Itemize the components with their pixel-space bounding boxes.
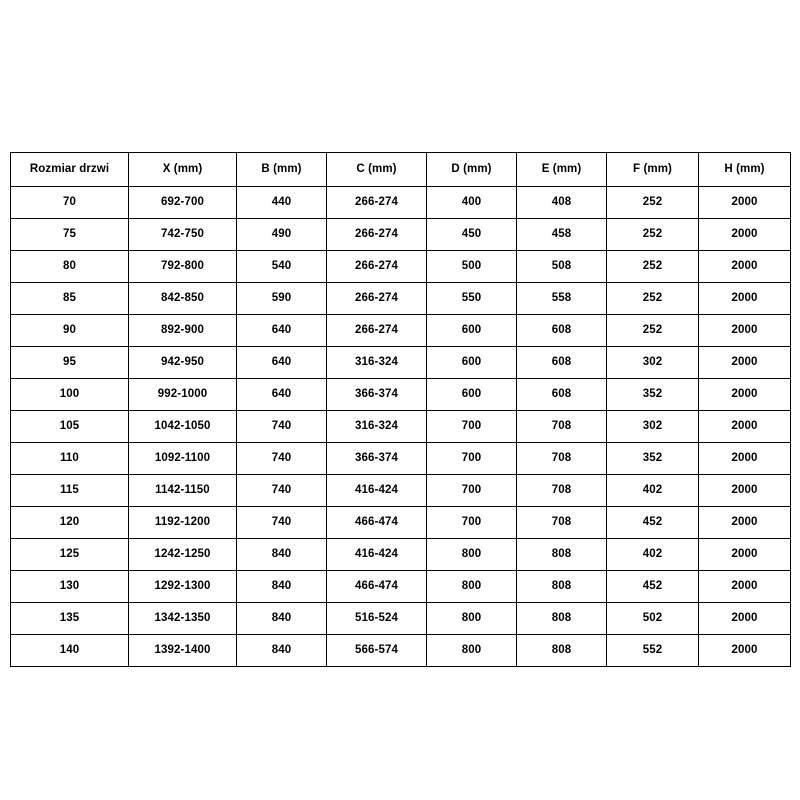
cell-size: 115: [11, 475, 129, 507]
cell-h: 2000: [699, 251, 791, 283]
cell-f: 302: [607, 411, 699, 443]
cell-d: 800: [427, 603, 517, 635]
cell-e: 808: [517, 571, 607, 603]
column-header-c: C (mm): [327, 153, 427, 187]
cell-x: 1142-1150: [129, 475, 237, 507]
cell-x: 992-1000: [129, 379, 237, 411]
cell-c: 266-274: [327, 315, 427, 347]
table-row: [11, 187, 791, 219]
table-row: [11, 411, 791, 443]
table-header: [11, 153, 791, 187]
cell-size: 120: [11, 507, 129, 539]
cell-b: 640: [237, 347, 327, 379]
cell-h: 2000: [699, 347, 791, 379]
cell-size: 70: [11, 187, 129, 219]
cell-c: 366-374: [327, 379, 427, 411]
cell-f: 502: [607, 603, 699, 635]
cell-c: 266-274: [327, 251, 427, 283]
cell-c: 466-474: [327, 571, 427, 603]
column-header-d: D (mm): [427, 153, 517, 187]
cell-b: 740: [237, 507, 327, 539]
cell-c: 416-424: [327, 475, 427, 507]
cell-c: 266-274: [327, 219, 427, 251]
cell-x: 842-850: [129, 283, 237, 315]
cell-h: 2000: [699, 283, 791, 315]
table-row: [11, 315, 791, 347]
cell-x: 1392-1400: [129, 635, 237, 667]
cell-f: 352: [607, 379, 699, 411]
cell-size: 75: [11, 219, 129, 251]
cell-h: 2000: [699, 219, 791, 251]
cell-size: 125: [11, 539, 129, 571]
cell-h: 2000: [699, 475, 791, 507]
cell-c: 416-424: [327, 539, 427, 571]
cell-c: 366-374: [327, 443, 427, 475]
cell-d: 800: [427, 571, 517, 603]
cell-c: 266-274: [327, 283, 427, 315]
cell-size: 135: [11, 603, 129, 635]
cell-b: 740: [237, 475, 327, 507]
cell-f: 552: [607, 635, 699, 667]
cell-f: 352: [607, 443, 699, 475]
cell-f: 252: [607, 251, 699, 283]
cell-x: 692-700: [129, 187, 237, 219]
door-size-table: [10, 152, 791, 667]
table-header-row: [11, 153, 791, 187]
cell-h: 2000: [699, 603, 791, 635]
cell-x: 792-800: [129, 251, 237, 283]
cell-b: 740: [237, 411, 327, 443]
column-header-e: E (mm): [517, 153, 607, 187]
cell-b: 840: [237, 539, 327, 571]
cell-size: 140: [11, 635, 129, 667]
cell-c: 566-574: [327, 635, 427, 667]
table-row: [11, 603, 791, 635]
table-row: [11, 347, 791, 379]
cell-e: 708: [517, 443, 607, 475]
table-row: [11, 507, 791, 539]
cell-d: 500: [427, 251, 517, 283]
cell-b: 840: [237, 603, 327, 635]
cell-d: 600: [427, 347, 517, 379]
cell-size: 100: [11, 379, 129, 411]
table-row: [11, 475, 791, 507]
cell-f: 452: [607, 571, 699, 603]
cell-size: 85: [11, 283, 129, 315]
cell-f: 302: [607, 347, 699, 379]
cell-size: 95: [11, 347, 129, 379]
table-body: [11, 187, 791, 667]
table-row: [11, 283, 791, 315]
cell-h: 2000: [699, 571, 791, 603]
cell-b: 590: [237, 283, 327, 315]
cell-e: 408: [517, 187, 607, 219]
cell-x: 942-950: [129, 347, 237, 379]
cell-d: 700: [427, 443, 517, 475]
cell-h: 2000: [699, 443, 791, 475]
column-header-rozmiar-drzwi: Rozmiar drzwi: [11, 153, 129, 187]
cell-c: 516-524: [327, 603, 427, 635]
table-row: [11, 443, 791, 475]
cell-b: 840: [237, 571, 327, 603]
cell-h: 2000: [699, 411, 791, 443]
cell-b: 540: [237, 251, 327, 283]
cell-d: 700: [427, 475, 517, 507]
cell-c: 466-474: [327, 507, 427, 539]
cell-d: 600: [427, 379, 517, 411]
cell-size: 130: [11, 571, 129, 603]
cell-e: 808: [517, 635, 607, 667]
table-row: [11, 219, 791, 251]
cell-f: 452: [607, 507, 699, 539]
cell-d: 450: [427, 219, 517, 251]
cell-d: 800: [427, 635, 517, 667]
cell-size: 80: [11, 251, 129, 283]
cell-size: 90: [11, 315, 129, 347]
cell-e: 608: [517, 347, 607, 379]
cell-h: 2000: [699, 379, 791, 411]
cell-b: 640: [237, 379, 327, 411]
cell-b: 440: [237, 187, 327, 219]
cell-d: 600: [427, 315, 517, 347]
cell-f: 252: [607, 283, 699, 315]
column-header-x: X (mm): [129, 153, 237, 187]
cell-x: 742-750: [129, 219, 237, 251]
cell-h: 2000: [699, 315, 791, 347]
cell-d: 700: [427, 411, 517, 443]
cell-x: 1042-1050: [129, 411, 237, 443]
cell-d: 700: [427, 507, 517, 539]
cell-e: 708: [517, 411, 607, 443]
cell-x: 1092-1100: [129, 443, 237, 475]
cell-e: 708: [517, 475, 607, 507]
table-row: [11, 635, 791, 667]
column-header-b: B (mm): [237, 153, 327, 187]
cell-d: 550: [427, 283, 517, 315]
cell-h: 2000: [699, 507, 791, 539]
cell-f: 402: [607, 475, 699, 507]
cell-e: 508: [517, 251, 607, 283]
cell-f: 252: [607, 219, 699, 251]
cell-size: 105: [11, 411, 129, 443]
cell-b: 740: [237, 443, 327, 475]
cell-e: 808: [517, 539, 607, 571]
cell-x: 1242-1250: [129, 539, 237, 571]
cell-e: 808: [517, 603, 607, 635]
cell-b: 640: [237, 315, 327, 347]
cell-e: 608: [517, 379, 607, 411]
cell-e: 558: [517, 283, 607, 315]
cell-f: 252: [607, 315, 699, 347]
cell-c: 316-324: [327, 347, 427, 379]
cell-b: 840: [237, 635, 327, 667]
cell-e: 458: [517, 219, 607, 251]
cell-h: 2000: [699, 635, 791, 667]
cell-x: 1292-1300: [129, 571, 237, 603]
column-header-h: H (mm): [699, 153, 791, 187]
cell-f: 252: [607, 187, 699, 219]
cell-b: 490: [237, 219, 327, 251]
size-table-container: [10, 152, 790, 667]
cell-size: 110: [11, 443, 129, 475]
column-header-f: F (mm): [607, 153, 699, 187]
cell-x: 1342-1350: [129, 603, 237, 635]
cell-e: 708: [517, 507, 607, 539]
table-row: [11, 251, 791, 283]
table-row: [11, 379, 791, 411]
cell-h: 2000: [699, 187, 791, 219]
table-row: [11, 571, 791, 603]
cell-d: 400: [427, 187, 517, 219]
cell-h: 2000: [699, 539, 791, 571]
cell-d: 800: [427, 539, 517, 571]
cell-c: 266-274: [327, 187, 427, 219]
cell-x: 1192-1200: [129, 507, 237, 539]
cell-f: 402: [607, 539, 699, 571]
table-row: [11, 539, 791, 571]
cell-e: 608: [517, 315, 607, 347]
cell-c: 316-324: [327, 411, 427, 443]
cell-x: 892-900: [129, 315, 237, 347]
